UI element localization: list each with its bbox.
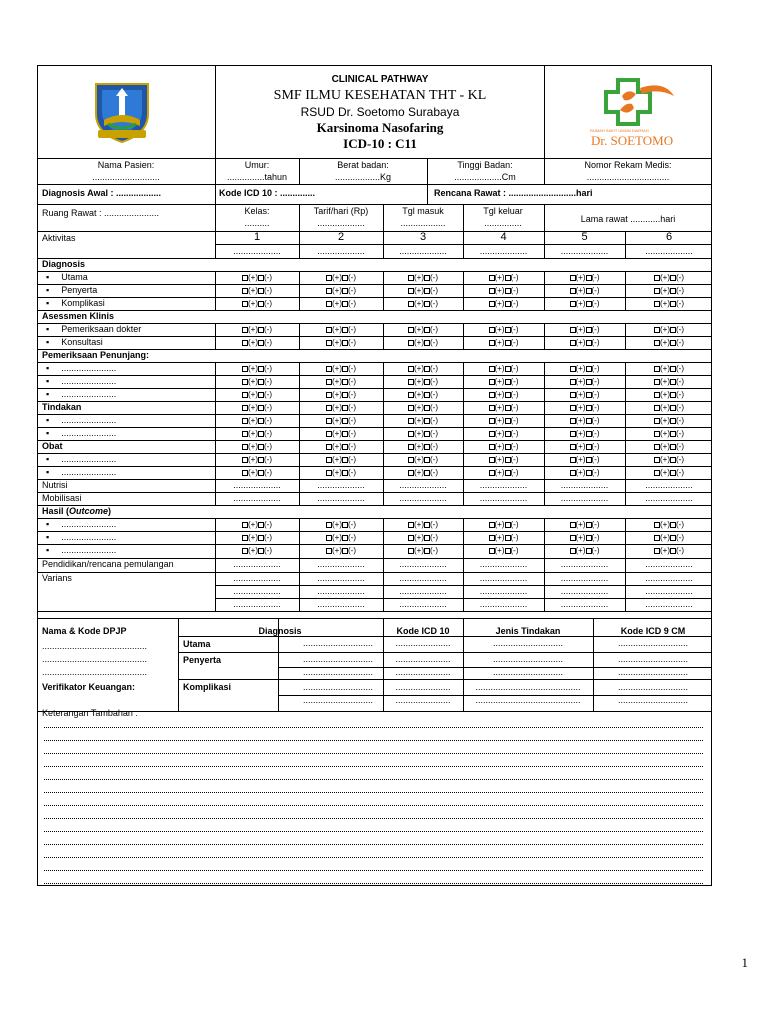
- nutrition-day3-field[interactable]: ...................: [399, 480, 447, 490]
- outcome-2-day3-check[interactable]: (+) (-): [408, 532, 438, 543]
- medication-1-day5-check[interactable]: (+) (-): [570, 454, 600, 465]
- diagnosis-primary-day4-check[interactable]: (+) (-): [489, 272, 519, 283]
- bottom-table-field-12[interactable]: ............................: [492, 654, 564, 664]
- diagnosis-complication-day1-check[interactable]: (+) (-): [242, 298, 272, 309]
- supporting-exam-2-day5-check[interactable]: (+) (-): [570, 376, 600, 387]
- procedure-column-header: Jenis Tindakan: [495, 626, 561, 636]
- medication-1-day4-check[interactable]: (+) (-): [489, 454, 519, 465]
- consultation-day4-check[interactable]: (+) (-): [489, 337, 519, 348]
- clinical-pathway-form: [37, 65, 712, 886]
- age-field[interactable]: ...............tahun: [226, 172, 288, 182]
- diagnosis-comorbid-day5-check[interactable]: (+) (-): [570, 285, 600, 296]
- note-line[interactable]: [44, 883, 703, 884]
- bottom-table-field-6[interactable]: ......................: [395, 638, 451, 648]
- procedure-2-label: [46, 428, 116, 439]
- variance-2-day5-field[interactable]: ...................: [560, 586, 609, 596]
- supporting-exam-1-day2-check[interactable]: (+) (-): [326, 363, 356, 374]
- diagnosis-primary-day3-check[interactable]: (+) (-): [408, 272, 438, 283]
- bottom-table-field-17[interactable]: ............................: [617, 654, 689, 664]
- medication-1-day2-check[interactable]: (+) (-): [326, 454, 356, 465]
- variance-2-day2-field[interactable]: ...................: [317, 586, 365, 596]
- outcome-1-day4-check[interactable]: (+) (-): [489, 519, 519, 530]
- dpjp-label: Nama & Kode DPJP: [42, 626, 127, 636]
- supporting-exam-2-label: [46, 376, 116, 387]
- diagnosis-complication-label: [46, 298, 105, 309]
- procedure-section-day2-check[interactable]: (+) (-): [326, 402, 356, 413]
- medical-record-label: Nomor Rekam Medis:: [584, 160, 672, 170]
- bottom-table-field-7[interactable]: ......................: [395, 654, 451, 664]
- tariff-label: Tarif/hari (Rp): [313, 206, 369, 216]
- patient-name-label: Nama Pasien:: [97, 160, 155, 170]
- day-4-header: 4: [500, 231, 507, 243]
- medication-2-day4-check[interactable]: (+) (-): [489, 467, 519, 478]
- variance-2-day1-field[interactable]: ...................: [233, 586, 281, 596]
- procedure-section-label: Tindakan: [42, 402, 82, 412]
- outcome-2-day6-check[interactable]: (+) (-): [654, 532, 684, 543]
- comorbid-diagnosis-label: Penyerta: [183, 655, 222, 665]
- initial-diagnosis-field[interactable]: Diagnosis Awal : ..................: [42, 188, 162, 198]
- note-line[interactable]: [44, 766, 703, 767]
- icd10-column-header: Kode ICD 10: [396, 626, 450, 636]
- bottom-table-field-13[interactable]: ............................: [492, 667, 564, 677]
- outcome-3-day5-check[interactable]: (+) (-): [570, 545, 600, 556]
- note-line[interactable]: [44, 844, 703, 845]
- note-line[interactable]: [44, 753, 703, 754]
- diagnosis-comorbid-label-text: Penyerta: [61, 285, 98, 295]
- variance-day5-field[interactable]: ...................: [560, 573, 609, 583]
- procedure-1-label: [46, 415, 116, 426]
- outcome-section-label: [42, 506, 111, 517]
- supporting-exam-1-day5-check[interactable]: (+) (-): [570, 363, 600, 374]
- dpjp-line-2[interactable]: ..........................................: [42, 654, 148, 664]
- activity-date-day6-field[interactable]: ...................: [645, 246, 693, 256]
- dpjp-line-1[interactable]: ..........................................: [42, 641, 148, 651]
- bottom-table-field-14[interactable]: ..........................................: [475, 682, 581, 692]
- mobilization-label: Mobilisasi: [42, 493, 82, 503]
- procedure-1-day1-check[interactable]: (+) (-): [242, 415, 272, 426]
- supporting-exam-section-label: Pemeriksaan Penunjang:: [42, 350, 150, 360]
- diagnosis-comorbid-day6-check[interactable]: (+) (-): [654, 285, 684, 296]
- outcome-2-day5-check[interactable]: (+) (-): [570, 532, 600, 543]
- doctor-exam-label: [46, 324, 141, 335]
- procedure-1-label-text: ......................: [61, 415, 117, 425]
- supporting-exam-2-label-text: ......................: [61, 376, 117, 386]
- bottom-table-field-5[interactable]: ............................: [302, 695, 374, 705]
- discharge-plan-label: Pendidikan/rencana pemulangan: [42, 559, 174, 569]
- bottom-table-field-2[interactable]: ............................: [302, 654, 374, 664]
- nutrition-day2-field[interactable]: ...................: [317, 480, 365, 490]
- consultation-day6-check[interactable]: (+) (-): [654, 337, 684, 348]
- bullet-icon: ▪: [46, 532, 50, 542]
- icd10-code-field[interactable]: Kode ICD 10 : ..............: [219, 188, 316, 198]
- procedure-2-day6-check[interactable]: (+) (-): [654, 428, 684, 439]
- age-label: Umur:: [244, 160, 270, 170]
- procedure-section-day1-check[interactable]: (+) (-): [242, 402, 272, 413]
- activity-date-day1-field[interactable]: ...................: [233, 246, 281, 256]
- outcome-label-part: Outcome: [69, 506, 109, 516]
- procedure-1-day5-check[interactable]: (+) (-): [570, 415, 600, 426]
- variance-3-day4-field[interactable]: ...................: [479, 599, 528, 609]
- icd-title: ICD-10 : C11: [343, 136, 417, 151]
- outcome-1-day5-check[interactable]: (+) (-): [570, 519, 600, 530]
- icd9-column-header: Kode ICD 9 CM: [620, 626, 686, 636]
- height-field[interactable]: ...................Cm: [454, 172, 516, 182]
- form-type-title: CLINICAL PATHWAY: [331, 74, 429, 85]
- procedure-section-day3-check[interactable]: (+) (-): [408, 402, 438, 413]
- diagnosis-complication-day4-check[interactable]: (+) (-): [489, 298, 519, 309]
- supporting-exam-2-day3-check[interactable]: (+) (-): [408, 376, 438, 387]
- bullet-icon: ▪: [46, 519, 50, 529]
- bullet-icon: ▪: [46, 415, 50, 425]
- procedure-section-day4-check[interactable]: (+) (-): [489, 402, 519, 413]
- doctor-exam-day6-check[interactable]: (+) (-): [654, 324, 684, 335]
- discharge-plan-day1-field[interactable]: ...................: [233, 559, 281, 569]
- note-line[interactable]: [44, 740, 703, 741]
- variance-day3-field[interactable]: ...................: [399, 573, 447, 583]
- medication-section-day3-check[interactable]: (+) (-): [408, 441, 438, 452]
- diagnosis-complication-day2-check[interactable]: (+) (-): [326, 298, 356, 309]
- outcome-3-day3-check[interactable]: (+) (-): [408, 545, 438, 556]
- variance-3-day2-field[interactable]: ...................: [317, 599, 365, 609]
- variance-label: Varians: [42, 573, 72, 583]
- procedure-section-day5-check[interactable]: (+) (-): [570, 402, 600, 413]
- outcome-2-label-text: ......................: [61, 532, 117, 542]
- supporting-exam-1-day1-check[interactable]: (+) (-): [242, 363, 272, 374]
- outcome-3-day2-check[interactable]: (+) (-): [326, 545, 356, 556]
- supporting-exam-3-day2-check[interactable]: (+) (-): [326, 389, 356, 400]
- variance-day4-field[interactable]: ...................: [479, 573, 528, 583]
- bullet-icon: ▪: [46, 389, 50, 399]
- variance-2-day6-field[interactable]: ...................: [645, 586, 693, 596]
- complication-diagnosis-label: Komplikasi: [183, 682, 232, 692]
- variance-day1-field[interactable]: ...................: [233, 573, 281, 583]
- note-line[interactable]: [44, 805, 703, 806]
- consultation-label: [46, 337, 103, 348]
- doctor-exam-day3-check[interactable]: (+) (-): [408, 324, 438, 335]
- weight-label: Berat badan:: [337, 160, 389, 170]
- medical-record-field[interactable]: .................................: [586, 172, 670, 182]
- additional-notes-label: Keterangan Tambahan :: [42, 708, 138, 718]
- east-java-logo: [90, 80, 154, 144]
- medication-section-day2-check[interactable]: (+) (-): [326, 441, 356, 452]
- medication-2-day5-check[interactable]: (+) (-): [570, 467, 600, 478]
- medication-2-day3-check[interactable]: (+) (-): [408, 467, 438, 478]
- outcome-3-day1-check[interactable]: (+) (-): [242, 545, 272, 556]
- bullet-icon: ▪: [46, 285, 50, 295]
- bullet-icon: ▪: [46, 545, 50, 555]
- primary-diagnosis-label: Utama: [183, 639, 211, 649]
- diagnosis-primary-day1-check[interactable]: (+) (-): [242, 272, 272, 283]
- consultation-day1-check[interactable]: (+) (-): [242, 337, 272, 348]
- mobilization-day1-field[interactable]: ...................: [233, 493, 281, 503]
- bottom-table-field-3[interactable]: ............................: [302, 667, 374, 677]
- diagnosis-primary-day2-check[interactable]: (+) (-): [326, 272, 356, 283]
- variance-3-day1-field[interactable]: ...................: [233, 599, 281, 609]
- medication-2-day2-check[interactable]: (+) (-): [326, 467, 356, 478]
- note-line[interactable]: [44, 818, 703, 819]
- variance-3-day6-field[interactable]: ...................: [645, 599, 693, 609]
- bullet-icon: ▪: [46, 272, 50, 282]
- day-5-header: 5: [581, 231, 588, 243]
- medication-1-label: [46, 454, 116, 465]
- activity-date-day4-field[interactable]: ...................: [479, 246, 528, 256]
- diagnosis-complication-day3-check[interactable]: (+) (-): [408, 298, 438, 309]
- medication-1-label-text: ......................: [61, 454, 117, 464]
- variance-2-day3-field[interactable]: ...................: [399, 586, 447, 596]
- bottom-table-field-18[interactable]: ............................: [617, 667, 689, 677]
- medication-2-label-text: ......................: [61, 467, 117, 477]
- medication-section-day6-check[interactable]: (+) (-): [654, 441, 684, 452]
- mobilization-day2-field[interactable]: ...................: [317, 493, 365, 503]
- outcome-2-day2-check[interactable]: (+) (-): [326, 532, 356, 543]
- supporting-exam-1-label: [46, 363, 116, 374]
- doctor-exam-day1-check[interactable]: (+) (-): [242, 324, 272, 335]
- variance-2-day4-field[interactable]: ...................: [479, 586, 528, 596]
- diagnosis-primary-label: [46, 272, 88, 283]
- procedure-2-label-text: ......................: [61, 428, 117, 438]
- mobilization-day6-field[interactable]: ...................: [645, 493, 693, 503]
- class-field[interactable]: ..........: [244, 218, 270, 228]
- outcome-label-part: Hasil (: [42, 506, 70, 516]
- medication-section-label: Obat: [42, 441, 63, 451]
- bottom-table-field-4[interactable]: ............................: [302, 682, 374, 692]
- note-line[interactable]: [44, 857, 703, 858]
- supporting-exam-2-day2-check[interactable]: (+) (-): [326, 376, 356, 387]
- discharge-plan-day6-field[interactable]: ...................: [645, 559, 693, 569]
- note-line[interactable]: [44, 792, 703, 793]
- activity-label: Aktivitas: [42, 233, 76, 243]
- outcome-3-day4-check[interactable]: (+) (-): [489, 545, 519, 556]
- supporting-exam-2-day6-check[interactable]: (+) (-): [654, 376, 684, 387]
- outcome-3-day6-check[interactable]: (+) (-): [654, 545, 684, 556]
- procedure-2-day1-check[interactable]: (+) (-): [242, 428, 272, 439]
- procedure-1-day6-check[interactable]: (+) (-): [654, 415, 684, 426]
- discharge-plan-day5-field[interactable]: ...................: [560, 559, 609, 569]
- procedure-1-day3-check[interactable]: (+) (-): [408, 415, 438, 426]
- doctor-exam-day4-check[interactable]: (+) (-): [489, 324, 519, 335]
- outcome-2-day4-check[interactable]: (+) (-): [489, 532, 519, 543]
- dpjp-line-3[interactable]: ..........................................: [42, 667, 148, 677]
- day-3-header: 3: [419, 231, 427, 243]
- bullet-icon: ▪: [46, 337, 50, 347]
- bullet-icon: ▪: [46, 376, 50, 386]
- outcome-1-day6-check[interactable]: (+) (-): [654, 519, 684, 530]
- diagnosis-comorbid-day3-check[interactable]: (+) (-): [408, 285, 438, 296]
- supporting-exam-1-day4-check[interactable]: (+) (-): [489, 363, 519, 374]
- variance-day6-field[interactable]: ...................: [645, 573, 693, 583]
- medication-section-day1-check[interactable]: (+) (-): [242, 441, 272, 452]
- clinical-assessment-section-label: Asessmen Klinis: [42, 311, 115, 321]
- supporting-exam-3-day6-check[interactable]: (+) (-): [654, 389, 684, 400]
- bullet-icon: ▪: [46, 298, 50, 308]
- weight-field[interactable]: ..................Kg: [334, 172, 392, 182]
- tariff-field[interactable]: ...................: [317, 218, 365, 228]
- activity-date-day5-field[interactable]: ...................: [560, 246, 609, 256]
- consultation-day5-check[interactable]: (+) (-): [570, 337, 600, 348]
- outcome-2-day1-check[interactable]: (+) (-): [242, 532, 272, 543]
- nutrition-day6-field[interactable]: ...................: [645, 480, 693, 490]
- procedure-2-day4-check[interactable]: (+) (-): [489, 428, 519, 439]
- medication-2-day1-check[interactable]: (+) (-): [242, 467, 272, 478]
- medication-1-day1-check[interactable]: (+) (-): [242, 454, 272, 465]
- bottom-table-field-19[interactable]: ............................: [617, 682, 689, 692]
- discharge-date-field[interactable]: ...............: [484, 218, 522, 228]
- nutrition-day1-field[interactable]: ...................: [233, 480, 281, 490]
- medication-section-day4-check[interactable]: (+) (-): [489, 441, 519, 452]
- hospital-logo-caption: RUMAH SAKIT UMUM DAERAH: [590, 128, 649, 133]
- outcome-1-label-text: ......................: [61, 519, 117, 529]
- bottom-table-field-16[interactable]: ............................: [617, 638, 689, 648]
- consultation-day2-check[interactable]: (+) (-): [326, 337, 356, 348]
- nutrition-day4-field[interactable]: ...................: [479, 480, 528, 490]
- consultation-day3-check[interactable]: (+) (-): [408, 337, 438, 348]
- page-number: 1: [741, 955, 748, 970]
- diagnosis-column-header: Diagnosis: [258, 626, 302, 636]
- variance-day2-field[interactable]: ...................: [317, 573, 365, 583]
- bottom-table-field-20[interactable]: ............................: [617, 695, 689, 705]
- supporting-exam-2-day1-check[interactable]: (+) (-): [242, 376, 272, 387]
- note-line[interactable]: [44, 870, 703, 871]
- supporting-exam-3-day3-check[interactable]: (+) (-): [408, 389, 438, 400]
- outcome-label-part: ): [108, 506, 112, 516]
- ward-field[interactable]: Ruang Rawat : ......................: [42, 208, 160, 218]
- discharge-plan-day4-field[interactable]: ...................: [479, 559, 528, 569]
- variance-3-day3-field[interactable]: ...................: [399, 599, 447, 609]
- doctor-exam-day2-check[interactable]: (+) (-): [326, 324, 356, 335]
- bullet-icon: ▪: [46, 467, 50, 477]
- nutrition-label: Nutrisi: [42, 480, 68, 490]
- bottom-table-field-10[interactable]: ......................: [395, 695, 451, 705]
- day-6-header: 6: [665, 231, 673, 243]
- bottom-table-field-11[interactable]: ............................: [492, 638, 564, 648]
- day-1-header: 1: [253, 231, 261, 243]
- supporting-exam-3-day5-check[interactable]: (+) (-): [570, 389, 600, 400]
- outcome-2-label: [46, 532, 116, 543]
- discharge-plan-day3-field[interactable]: ...................: [399, 559, 447, 569]
- discharge-date-label: Tgl keluar: [483, 206, 523, 216]
- class-label: Kelas:: [244, 206, 270, 216]
- diagnosis-primary-day5-check[interactable]: (+) (-): [570, 272, 600, 283]
- supporting-exam-1-day3-check[interactable]: (+) (-): [408, 363, 438, 374]
- doctor-exam-label-text: Pemeriksaan dokter: [61, 324, 142, 334]
- note-line[interactable]: [44, 831, 703, 832]
- supporting-exam-3-day1-check[interactable]: (+) (-): [242, 389, 272, 400]
- outcome-1-day2-check[interactable]: (+) (-): [326, 519, 356, 530]
- outcome-3-label: [46, 545, 116, 556]
- hospital-name: RSUD Dr. Soetomo Surabaya: [300, 105, 460, 119]
- medication-2-label: [46, 467, 116, 478]
- height-label: Tinggi Badan:: [457, 160, 513, 170]
- outcome-3-label-text: ......................: [61, 545, 117, 555]
- bottom-table-field-15[interactable]: ..........................................: [475, 695, 581, 705]
- medication-1-day6-check[interactable]: (+) (-): [654, 454, 684, 465]
- supporting-exam-3-day4-check[interactable]: (+) (-): [489, 389, 519, 400]
- nutrition-day5-field[interactable]: ...................: [560, 480, 609, 490]
- diagnosis-comorbid-label: [46, 285, 97, 296]
- hospital-logo: [588, 78, 678, 153]
- consultation-label-text: Konsultasi: [61, 337, 103, 347]
- department-title: SMF ILMU KESEHATAN THT - KL: [273, 88, 487, 103]
- bullet-icon: ▪: [46, 428, 50, 438]
- procedure-2-day2-check[interactable]: (+) (-): [326, 428, 356, 439]
- admission-date-label: Tgl masuk: [402, 206, 444, 216]
- bottom-table-field-8[interactable]: ......................: [395, 667, 451, 677]
- mobilization-day3-field[interactable]: ...................: [399, 493, 447, 503]
- bottom-table-field-9[interactable]: ......................: [395, 682, 451, 692]
- supporting-exam-3-label: [46, 389, 116, 400]
- bullet-icon: ▪: [46, 363, 50, 373]
- diagnosis-comorbid-day1-check[interactable]: (+) (-): [242, 285, 272, 296]
- bullet-icon: ▪: [46, 454, 50, 464]
- admission-date-field[interactable]: ..................: [400, 218, 446, 228]
- diagnosis-complication-label-text: Komplikasi: [61, 298, 105, 308]
- diagnosis-comorbid-day2-check[interactable]: (+) (-): [326, 285, 356, 296]
- patient-name-field[interactable]: ...........................: [92, 172, 160, 182]
- hospital-logo-name: Dr. SOETOMO: [591, 133, 674, 148]
- financial-verifier-label: Verifikator Keuangan:: [42, 682, 136, 692]
- mobilization-day4-field[interactable]: ...................: [479, 493, 528, 503]
- medication-2-day6-check[interactable]: (+) (-): [654, 467, 684, 478]
- bullet-icon: ▪: [46, 324, 50, 334]
- doctor-exam-day5-check[interactable]: (+) (-): [570, 324, 600, 335]
- day-2-header: 2: [337, 231, 345, 243]
- supporting-exam-2-day4-check[interactable]: (+) (-): [489, 376, 519, 387]
- outcome-1-day3-check[interactable]: (+) (-): [408, 519, 438, 530]
- diagnosis-primary-day6-check[interactable]: (+) (-): [654, 272, 684, 283]
- mobilization-day5-field[interactable]: ...................: [560, 493, 609, 503]
- variance-3-day5-field[interactable]: ...................: [560, 599, 609, 609]
- diagnosis-primary-label-text: Utama: [61, 272, 88, 282]
- medication-1-day3-check[interactable]: (+) (-): [408, 454, 438, 465]
- procedure-section-day6-check[interactable]: (+) (-): [654, 402, 684, 413]
- outcome-1-day1-check[interactable]: (+) (-): [242, 519, 272, 530]
- note-line[interactable]: [44, 727, 703, 728]
- procedure-1-day2-check[interactable]: (+) (-): [326, 415, 356, 426]
- supporting-exam-3-label-text: ......................: [61, 389, 117, 399]
- activity-date-day2-field[interactable]: ...................: [317, 246, 365, 256]
- note-line[interactable]: [44, 779, 703, 780]
- discharge-plan-day2-field[interactable]: ...................: [317, 559, 365, 569]
- diagnosis-complication-day6-check[interactable]: (+) (-): [654, 298, 684, 309]
- outcome-1-label: [46, 519, 116, 530]
- procedure-2-day5-check[interactable]: (+) (-): [570, 428, 600, 439]
- procedure-2-day3-check[interactable]: (+) (-): [408, 428, 438, 439]
- activity-date-day3-field[interactable]: ...................: [399, 246, 447, 256]
- disease-title: Karsinoma Nasofaring: [316, 120, 444, 135]
- medication-section-day5-check[interactable]: (+) (-): [570, 441, 600, 452]
- bottom-table-field-1[interactable]: ............................: [302, 638, 374, 648]
- length-of-stay-field[interactable]: Lama rawat ............hari: [580, 214, 676, 224]
- procedure-1-day4-check[interactable]: (+) (-): [489, 415, 519, 426]
- planned-stay-field[interactable]: Rencana Rawat : ...........................hari: [434, 188, 593, 198]
- diagnosis-section-label: Diagnosis: [42, 259, 86, 269]
- diagnosis-comorbid-day4-check[interactable]: (+) (-): [489, 285, 519, 296]
- supporting-exam-1-day6-check[interactable]: (+) (-): [654, 363, 684, 374]
- supporting-exam-1-label-text: ......................: [61, 363, 117, 373]
- diagnosis-complication-day5-check[interactable]: (+) (-): [570, 298, 600, 309]
